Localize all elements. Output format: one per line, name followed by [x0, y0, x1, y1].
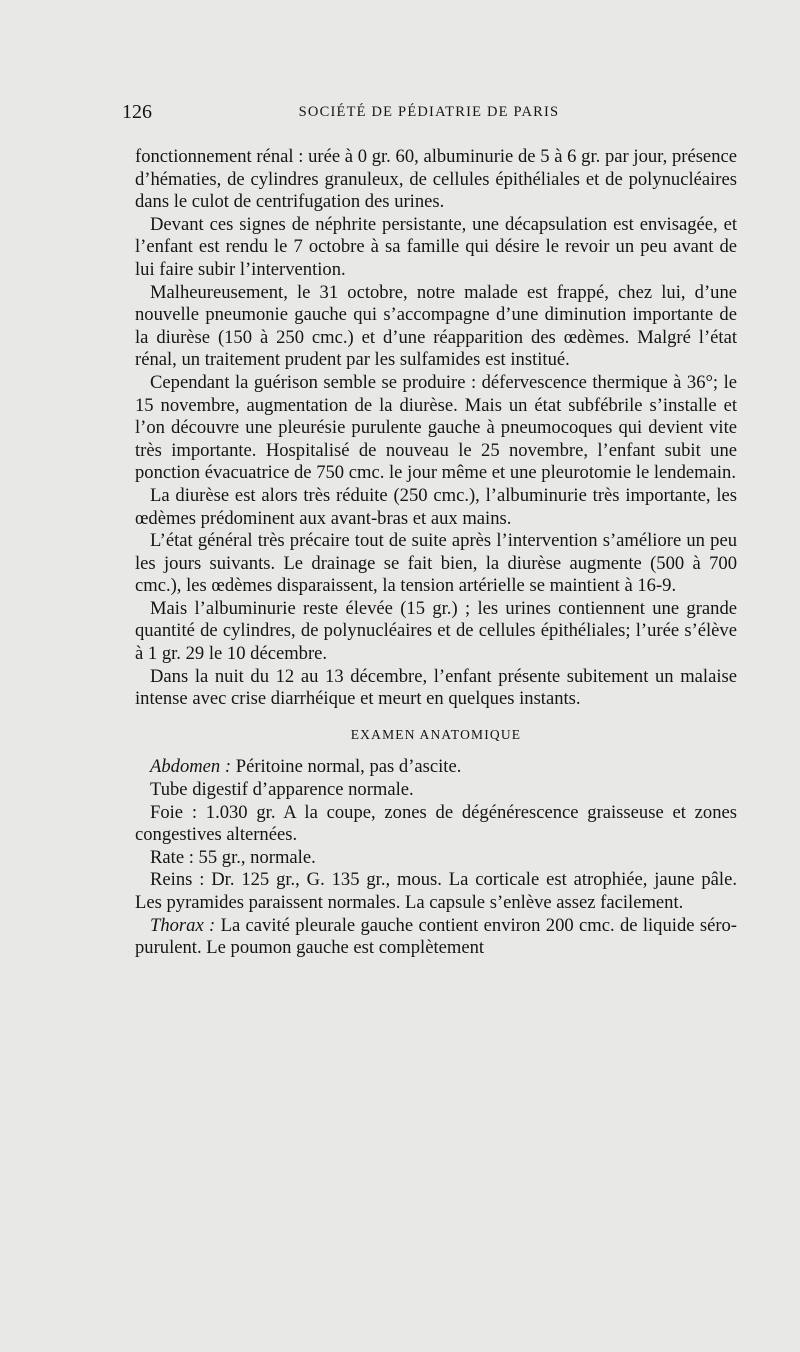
abdomen-text: Péritoine normal, pas d’ascite. [231, 756, 462, 778]
paragraph-thorax [135, 915, 737, 960]
paragraph-tube: Tube digestif d’apparence normale. [150, 779, 414, 801]
paragraph-foie: Foie : 1.030 gr. A la coupe, zones de dégénérescence graisseuse et zones congestives alternées. [135, 801, 737, 846]
section-heading: EXAMEN ANATOMIQUE [350, 726, 522, 742]
paragraph-general-state: L’état général très précaire tout de suite après l’intervention s’améliore un peu les jours suivants. Le drainage se fait bien, la diurèse augmente (500 à 700 cmc.), les œdèmes disparaissent, la tension artérielle se maintient à 16-9. [135, 530, 737, 597]
paragraph-diuresis: La diurèse est alors très réduite (250 cmc.), l’albuminurie très importante, les œdèmes prédominent aux avant-bras et aux mains. [135, 484, 737, 529]
page-header [122, 101, 736, 129]
paragraph-abdomen [135, 756, 737, 779]
thorax-text: La cavité pleurale gauche contient environ 200 cmc. de liquide séro-purulent. Le poumon gauche est complètement [135, 914, 737, 959]
paragraph-reins: Reins : Dr. 125 gr., G. 135 gr., mous. La corticale est atrophiée, jaune pâle. Les pyramides paraissent normales. La capsule s’enlève assez facilement. [135, 869, 737, 913]
thorax-label: Thorax : [150, 914, 216, 936]
running-title: SOCIÉTÉ DE PÉDIATRIE DE PARIS [298, 104, 560, 120]
paragraph-death: Dans la nuit du 12 au 13 décembre, l’enfant présente subitement un malaise intense avec crise diarrhéique et meurt en quelques instants. [135, 665, 737, 710]
paragraph-decapsulation: Devant ces signes de néphrite persistante, une décapsulation est envisagée, et l’enfant est rendu le 7 octobre à sa famille qui désire le revoir un peu avant de lui faire subir l’intervention. [135, 213, 737, 280]
paragraph-rate: Rate : 55 gr., normale. [150, 846, 316, 868]
abdomen-label: Abdomen : [150, 756, 232, 778]
paragraph-pleurisy: Cependant la guérison semble se produire : défervescence thermique à 36°; le 15 novembre, augmentation de la diurèse. Mais un état subfébrile s’installe et l’on découvre une pleurésie purulente gauche à pneumocoques qui devient vite très importante. Hospitalisé de nouveau le 25 novembre, l’enfant subit une ponction évacuatrice de 750 cmc. le jour même et une pleurotomie le lendemain. [135, 371, 737, 484]
paragraph-albuminuria: Mais l’albuminurie reste élevée (15 gr.) ; les urines contiennent une grande quantité de cylindres, de polynucléaires et de cellules épithéliales; l’urée s’élève à 1 gr. 29 le 10 décembre. [135, 597, 737, 665]
page-number: 126 [122, 101, 152, 123]
body-text [135, 146, 737, 960]
paragraph-renal-function: fonctionnement rénal : urée à 0 gr. 60, albuminurie de 5 à 6 gr. par jour, présence d’hématies, de cylindres granuleux, de cellules épithéliales et de polynucléaires dans le culot de centrifugation des urines. [135, 146, 737, 213]
paragraph-pneumonia: Malheureusement, le 31 octobre, notre malade est frappé, chez lui, d’une nouvelle pneumonie gauche qui s’accompagne d’une diminution importante de la diurèse (150 à 250 cmc.) et d’une réapparition des œdèmes. Malgré l’état rénal, un traitement prudent par les sulfamides est institué. [135, 281, 737, 371]
